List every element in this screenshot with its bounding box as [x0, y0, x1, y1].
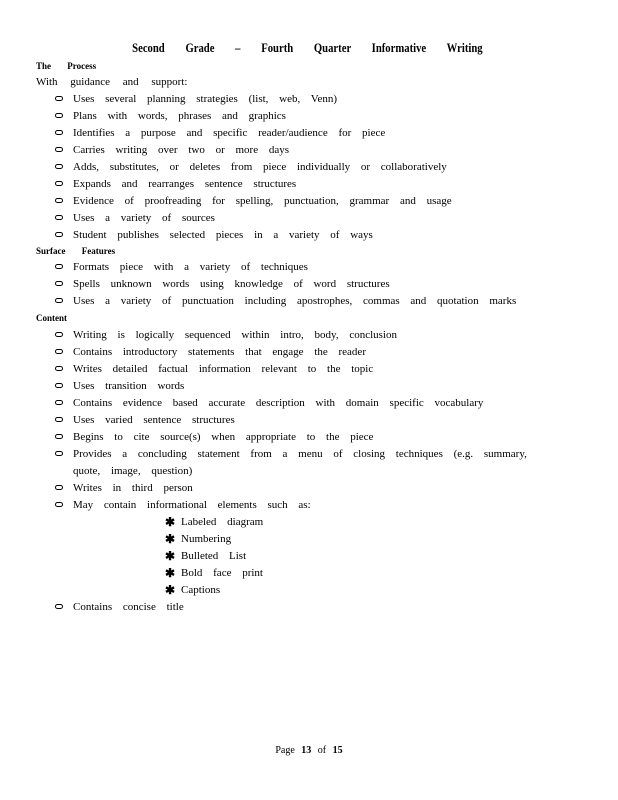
list-item: Uses varied sentence structures — [0, 412, 563, 429]
bullet-icon — [55, 298, 63, 303]
bullet-icon — [55, 215, 63, 220]
bullet-icon — [55, 96, 63, 101]
section-heading-surface: Surface Features — [36, 246, 116, 256]
list-item: Provides a concluding statement from a menu of closing techniques (e.g. summary, quote, image, question) — [0, 446, 563, 480]
list-item: Plans with words, phrases and graphics — [0, 108, 452, 125]
sub-list-item: ✱ Labeled diagram — [165, 515, 264, 529]
asterisk-icon: ✱ — [165, 566, 176, 580]
page-number: 13 — [301, 745, 312, 756]
bullet-icon — [55, 281, 63, 286]
of-label: of — [317, 745, 327, 756]
list-item: Contains introductory statements that engage the reader — [0, 344, 563, 361]
asterisk-icon: ✱ — [165, 549, 176, 563]
list-item: Writes detailed factual information relevant to the topic — [0, 361, 563, 378]
page-label: Page — [275, 745, 295, 756]
bullet-icon — [55, 383, 63, 388]
bullet-icon — [55, 198, 63, 203]
bullet-icon — [55, 485, 63, 490]
informational-elements-list — [73, 514, 563, 599]
list-item: Formats piece with a variety of techniques — [0, 259, 516, 276]
bullet-icon — [55, 232, 63, 237]
list-item: Adds, substitutes, or deletes from piece individually or collaboratively — [0, 159, 452, 176]
content-list — [0, 327, 563, 616]
list-item: Student publishes selected pieces in a variety of ways — [0, 227, 452, 244]
bullet-icon — [55, 400, 63, 405]
bullet-icon — [55, 113, 63, 118]
bullet-icon — [55, 434, 63, 439]
bullet-icon — [55, 147, 63, 152]
bullet-icon — [55, 366, 63, 371]
list-item: Expands and rearranges sentence structures — [0, 176, 452, 193]
page-title: Second Grade – Fourth Quarter Informative Writing — [132, 40, 483, 55]
list-item: Carries writing over two or more days — [0, 142, 452, 159]
bullet-icon — [55, 264, 63, 269]
bullet-icon — [55, 332, 63, 337]
bullet-icon — [55, 349, 63, 354]
bullet-icon — [55, 164, 63, 169]
section-heading-process: The Process — [36, 61, 97, 71]
bullet-icon — [55, 181, 63, 186]
list-item: Writing is logically sequenced within intro, body, conclusion — [0, 327, 563, 344]
list-item: Uses a variety of sources — [0, 210, 452, 227]
list-item: Writes in third person — [0, 480, 563, 497]
asterisk-icon: ✱ — [165, 583, 176, 597]
process-intro: With guidance and support: — [36, 76, 188, 88]
list-item: Uses transition words — [0, 378, 563, 395]
surface-list — [0, 259, 516, 310]
bullet-icon — [55, 451, 63, 456]
section-heading-content: Content — [36, 313, 67, 323]
bullet-icon — [55, 502, 63, 507]
page-total: 15 — [332, 745, 343, 756]
sub-list-item: ✱ Bold face print — [165, 566, 263, 580]
bullet-icon — [55, 417, 63, 422]
sub-list-item: ✱ Captions — [165, 583, 221, 597]
list-item: Evidence of proofreading for spelling, punctuation, grammar and usage — [0, 193, 452, 210]
process-list — [0, 91, 452, 244]
list-item: May contain informational elements such as: ✱ Labeled diagram ✱ Numbering ✱ Bulleted List ✱ Bold face print ✱ Captions — [0, 497, 563, 599]
sub-list-item: ✱ Bulleted List — [165, 549, 247, 563]
asterisk-icon: ✱ — [165, 532, 176, 546]
asterisk-icon: ✱ — [165, 515, 176, 529]
bullet-icon — [55, 604, 63, 609]
sub-list-item: ✱ Numbering — [165, 532, 232, 546]
list-item: Begins to cite source(s) when appropriate to the piece — [0, 429, 563, 446]
list-item: Uses a variety of punctuation including apostrophes, commas and quotation marks — [0, 293, 516, 310]
list-item: Contains concise title — [0, 599, 563, 616]
list-item: Identifies a purpose and specific reader/audience for piece — [0, 125, 452, 142]
bullet-icon — [55, 130, 63, 135]
page-footer — [0, 745, 618, 756]
list-item: Uses several planning strategies (list, web, Venn) — [0, 91, 452, 108]
list-item: Spells unknown words using knowledge of word structures — [0, 276, 516, 293]
list-item: Contains evidence based accurate description with domain specific vocabulary — [0, 395, 563, 412]
